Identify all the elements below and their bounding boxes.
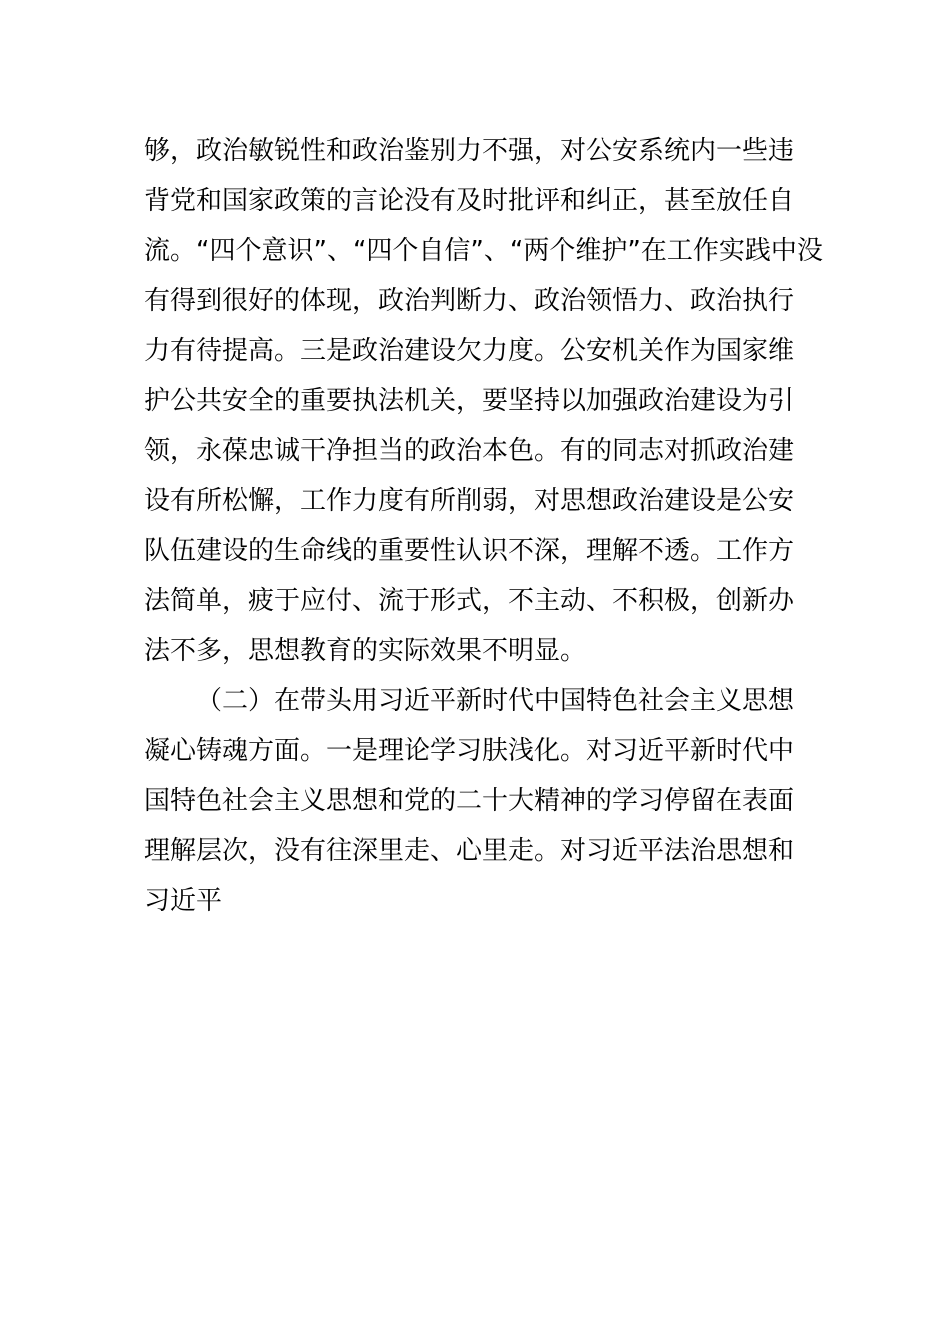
section-heading-line: （二）在带头用习近平新时代中国特色社会主义思想 <box>196 686 795 716</box>
text-line: 凝心铸魂方面。一是理论学习肤浅化。对习近平新时代中 <box>144 736 795 766</box>
text-line: 领，永葆忠诚干净担当的政治本色。有的同志对抓政治建 <box>144 436 795 466</box>
text-line: 够，政治敏锐性和政治鉴别力不强，对公安系统内一些违 <box>144 136 795 166</box>
text-line: 习近平 <box>144 886 223 916</box>
text-line: 护公共安全的重要执法机关，要坚持以加强政治建设为引 <box>144 386 795 416</box>
text-line: 流。“四个意识”、“四个自信”、“两个维护”在工作实践中没 <box>144 236 823 266</box>
text-line: 设有所松懈，工作力度有所削弱，对思想政治建设是公安 <box>144 486 795 516</box>
text-line: 理解层次，没有往深里走、心里走。对习近平法治思想和 <box>144 836 795 866</box>
body-text <box>144 126 824 926</box>
text-line: 国特色社会主义思想和党的二十大精神的学习停留在表面 <box>144 786 795 816</box>
text-line: 法不多，思想教育的实际效果不明显。 <box>144 636 587 666</box>
text-line: 法简单，疲于应付、流于形式，不主动、不积极，创新办 <box>144 586 795 616</box>
text-line: 力有待提高。三是政治建设欠力度。公安机关作为国家维 <box>144 336 795 366</box>
text-line: 有得到很好的体现，政治判断力、政治领悟力、政治执行 <box>144 286 795 316</box>
text-line: 队伍建设的生命线的重要性认识不深，理解不透。工作方 <box>144 536 795 566</box>
text-line: 背党和国家政策的言论没有及时批评和纠正，甚至放任自 <box>144 186 795 216</box>
